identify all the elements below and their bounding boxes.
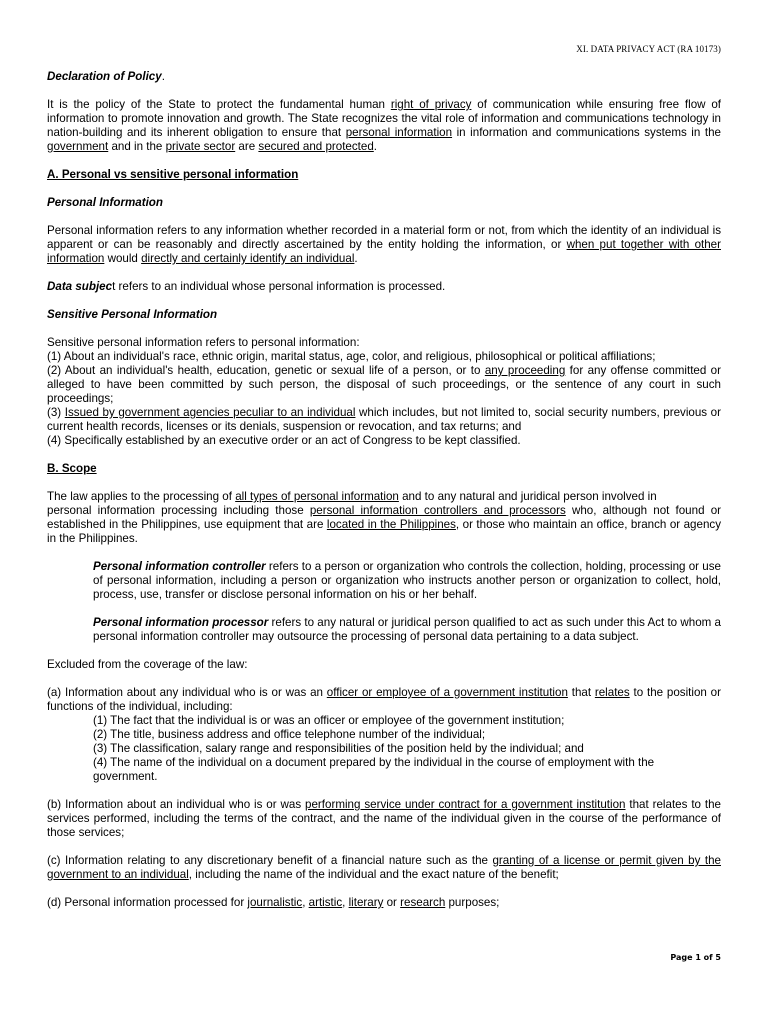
section-a-heading: A. Personal vs sensitive personal information (47, 168, 299, 181)
declaration-heading: Declaration of Policy. (47, 70, 165, 83)
page-header: XI. DATA PRIVACY ACT (RA 10173) (576, 44, 721, 54)
document-body (47, 70, 721, 910)
excluded-a-sub-3: (3) The classification, salary range and responsibilities of the position held by the individual; and (93, 742, 584, 755)
excluded-a-sub-2: (2) The title, business address and office telephone number of the individual; (93, 728, 486, 741)
controller-definition: Personal information controller refers to a person or organization who controls the collection, holding, processing or use of personal information, including a person or organization who instructs another person or organization to collect, hold, process, use, transfer or disclose personal information on his or her behalf. (93, 560, 721, 601)
personal-information-paragraph: Personal information refers to any information whether recorded in a material form or not, from which the identity of an individual is apparent or can be reasonably and directly ascertained by the entity holding the information, or when put together with other information would directly and certainly identify an individual. (47, 224, 721, 265)
scope-line-1: The law applies to the processing of all types of personal information and to any natural and juridical person involved in (47, 490, 657, 503)
section-b-heading: B. Scope (47, 462, 97, 475)
sensitive-information-heading: Sensitive Personal Information (47, 308, 218, 321)
data-subject-paragraph: Data subject refers to an individual whose personal information is processed. (47, 280, 446, 293)
excluded-intro: Excluded from the coverage of the law: (47, 658, 248, 671)
declaration-paragraph: It is the policy of the State to protect the fundamental human right of privacy of communication while ensuring free flow of information to promote innovation and growth. The State recognizes the vital role of information and communications technology in nation-building and its inherent obligation to ensure that personal information in information and communications systems in the government and in the private sector are secured and protected. (47, 98, 722, 153)
excluded-item-d: (d) Personal information processed for journalistic, artistic, literary or research purposes; (47, 896, 500, 909)
processor-definition: Personal information processor refers to any natural or juridical person qualified to act as such under this Act to whom a personal information controller may outsource the processing of personal data pertaining to a data subject. (93, 616, 721, 643)
sensitive-item-4: (4) Specifically established by an executive order or an act of Congress to be kept classified. (47, 434, 521, 447)
excluded-a-sub-1: (1) The fact that the individual is or was an officer or employee of the government institution; (93, 714, 565, 727)
sensitive-item-3: (3) Issued by government agencies peculiar to an individual which includes, but not limited to, social security numbers, previous or current health records, licenses or its denials, suspension or revocation, and tax returns; and (47, 406, 721, 433)
excluded-a-sub-4: (4) The name of the individual on a document prepared by the individual in the course of employment with the government. (93, 756, 655, 783)
excluded-item-a: (a) Information about any individual who is or was an officer or employee of a government institution that relates to the position or functions of the individual, including: (47, 686, 721, 713)
scope-paragraph: personal information processing including those personal information controllers and processors who, although not found or established in the Philippines, use equipment that are located in the Philippines, or those who maintain an office, branch or agency in the Philippines. (47, 504, 721, 545)
sensitive-intro: Sensitive personal information refers to personal information: (47, 336, 360, 349)
sensitive-item-1: (1) About an individual's race, ethnic origin, marital status, age, color, and religious, philosophical or political affiliations; (47, 350, 656, 363)
sensitive-item-2: (2) About an individual's health, education, genetic or sexual life of a person, or to any proceeding for any offense committed or alleged to have been committed by such person, the disposal of such proceedings, or the sentence of any court in such proceedings; (47, 364, 721, 405)
page-footer: Page 1 of 5 (670, 953, 721, 962)
excluded-item-b: (b) Information about an individual who is or was performing service under contract for a government institution that relates to the services performed, including the terms of the contract, and the name of the individual given in the course of the performance of those services; (47, 798, 721, 839)
excluded-item-c: (c) Information relating to any discretionary benefit of a financial nature such as the granting of a license or permit given by the government to an individual, including the name of the individual and the exact nature of the benefit; (47, 854, 721, 881)
personal-information-heading: Personal Information (47, 196, 163, 209)
